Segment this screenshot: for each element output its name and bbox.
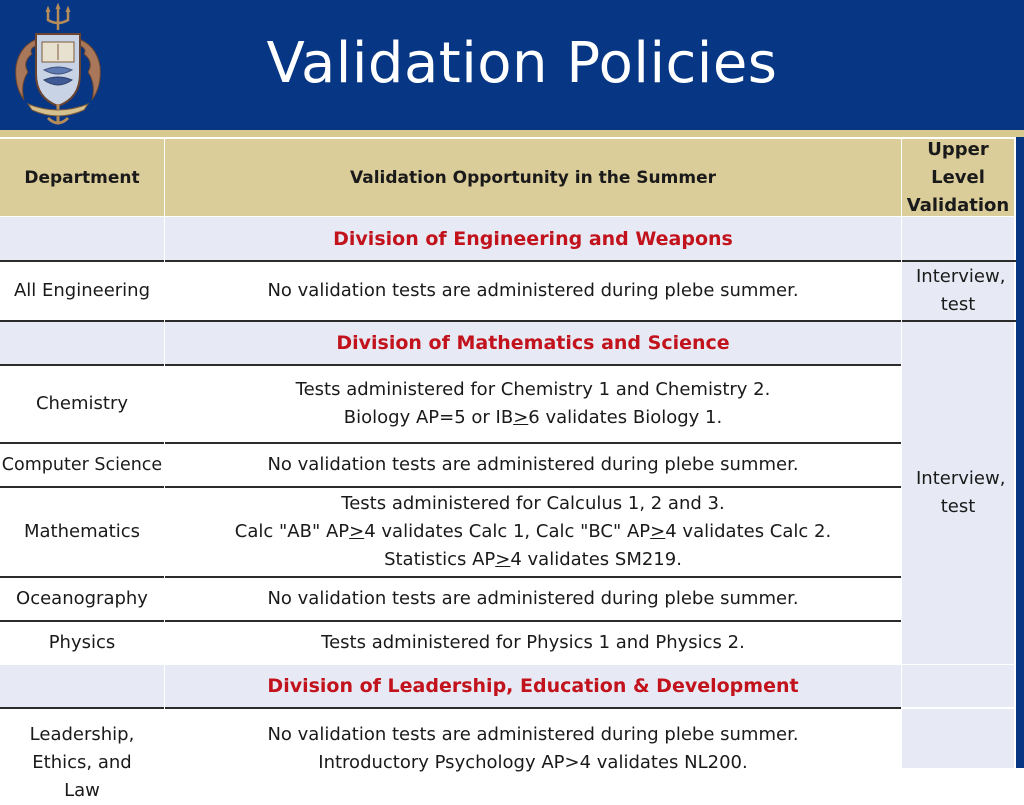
opportunity-physics: Tests administered for Physics 1 and Physics 2. [321,632,745,653]
table-row-leadership-upper [902,709,1014,768]
dept-oceanography: Oceanography [16,588,148,609]
mathematics-line-2-c: 4 validates Calc 2. [665,521,832,542]
header-upper-level [902,139,1014,216]
table-row-chemistry-dept [0,366,164,442]
header-department [0,139,164,216]
division-math-science-left [0,322,164,364]
table-row-mathematics-opportunity [165,488,901,576]
mathematics-line-3-a: Statistics AP [384,549,496,570]
mathematics-line-2-b: 4 validates Calc 1, Calc "BC" AP [364,521,651,542]
leadership-line-1: No validation tests are administered during plebe summer. [267,724,799,745]
chemistry-ge-sign: > [513,407,529,428]
slide-title: Validation Policies [266,31,778,96]
division-math-science-label: Division of Mathematics and Science [336,332,730,354]
table-row-leadership-opportunity [165,709,901,785]
division-math-science [165,322,901,364]
table-row-chemistry-opportunity [165,366,901,442]
chemistry-line-2-a: Biology AP=5 or IB [343,407,514,428]
table-row-oceanography-opportunity [165,578,901,620]
row-divider [0,620,902,622]
mathematics-ge-sign-1: > [349,521,365,542]
division-leadership-right [902,665,1014,707]
upper-math-science: Interview, test [916,468,1006,517]
dept-chemistry: Chemistry [35,393,129,414]
header-department-label: Department [24,167,140,188]
table-row-oceanography-dept [0,578,164,620]
division-engineering [165,217,901,260]
division-leadership [165,665,901,707]
row-divider [0,486,902,488]
table-row-physics-opportunity [165,622,901,664]
row-divider [0,442,902,444]
row-divider [0,707,902,709]
table-row-all-engineering-opportunity [165,262,901,320]
table-row-computer-science-opportunity [165,444,901,486]
upper-all-engineering: Interview, test [916,266,1006,315]
division-leadership-left [0,665,164,707]
division-leadership-label: Division of Leadership, Education & Development [267,675,799,697]
opportunity-oceanography: No validation tests are administered during plebe summer. [267,588,799,609]
division-engineering-right [902,217,1014,260]
table-row-all-engineering-dept [0,262,164,320]
mathematics-line-3 [384,546,682,574]
column-divider [164,139,165,768]
dept-computer-science: Computer Science [1,455,163,475]
column-divider [901,139,902,768]
dept-all-engineering: All Engineering [13,280,151,301]
row-divider [0,320,1016,322]
right-border [1016,137,1024,768]
table-row-mathematics-dept [0,488,164,576]
header-opportunity-label: Validation Opportunity in the Summer [350,167,716,188]
row-divider [0,260,1016,262]
leadership-line-2: Introductory Psychology AP>4 validates NL200. [318,752,748,773]
table-row-physics-dept [0,622,164,664]
table-row-computer-science-dept [0,444,164,486]
chemistry-line-2 [344,404,722,432]
chemistry-line-2-b: 6 validates Biology 1. [528,407,723,428]
mathematics-line-3-b: 4 validates SM219. [510,549,682,570]
mathematics-ge-sign-3: > [495,549,511,570]
row-divider [0,576,902,578]
mathematics-line-2 [235,518,831,546]
header-opportunity [165,139,901,216]
row-divider [0,364,902,366]
dept-mathematics: Mathematics [24,521,140,542]
chemistry-line-1: Tests administered for Chemistry 1 and Chemistry 2. [295,379,771,400]
mathematics-line-1: Tests administered for Calculus 1, 2 and 3. [341,493,725,514]
mathematics-ge-sign-2: > [650,521,666,542]
dept-physics: Physics [48,632,116,653]
division-engineering-left [0,217,164,260]
table-row-all-engineering-upper [902,262,1014,320]
dept-leadership: Leadership, Ethics, and Law [29,724,135,801]
table-row-leadership-dept [0,709,164,801]
header-upper-level-label: Upper Level Validation [906,138,1010,216]
math-science-upper-level [902,322,1014,664]
opportunity-computer-science: No validation tests are administered during plebe summer. [267,454,799,475]
opportunity-all-engineering: No validation tests are administered during plebe summer. [267,280,799,301]
mathematics-line-2-a: Calc "AB" AP [234,521,350,542]
title-underline [0,130,1024,137]
division-engineering-label: Division of Engineering and Weapons [333,227,733,250]
